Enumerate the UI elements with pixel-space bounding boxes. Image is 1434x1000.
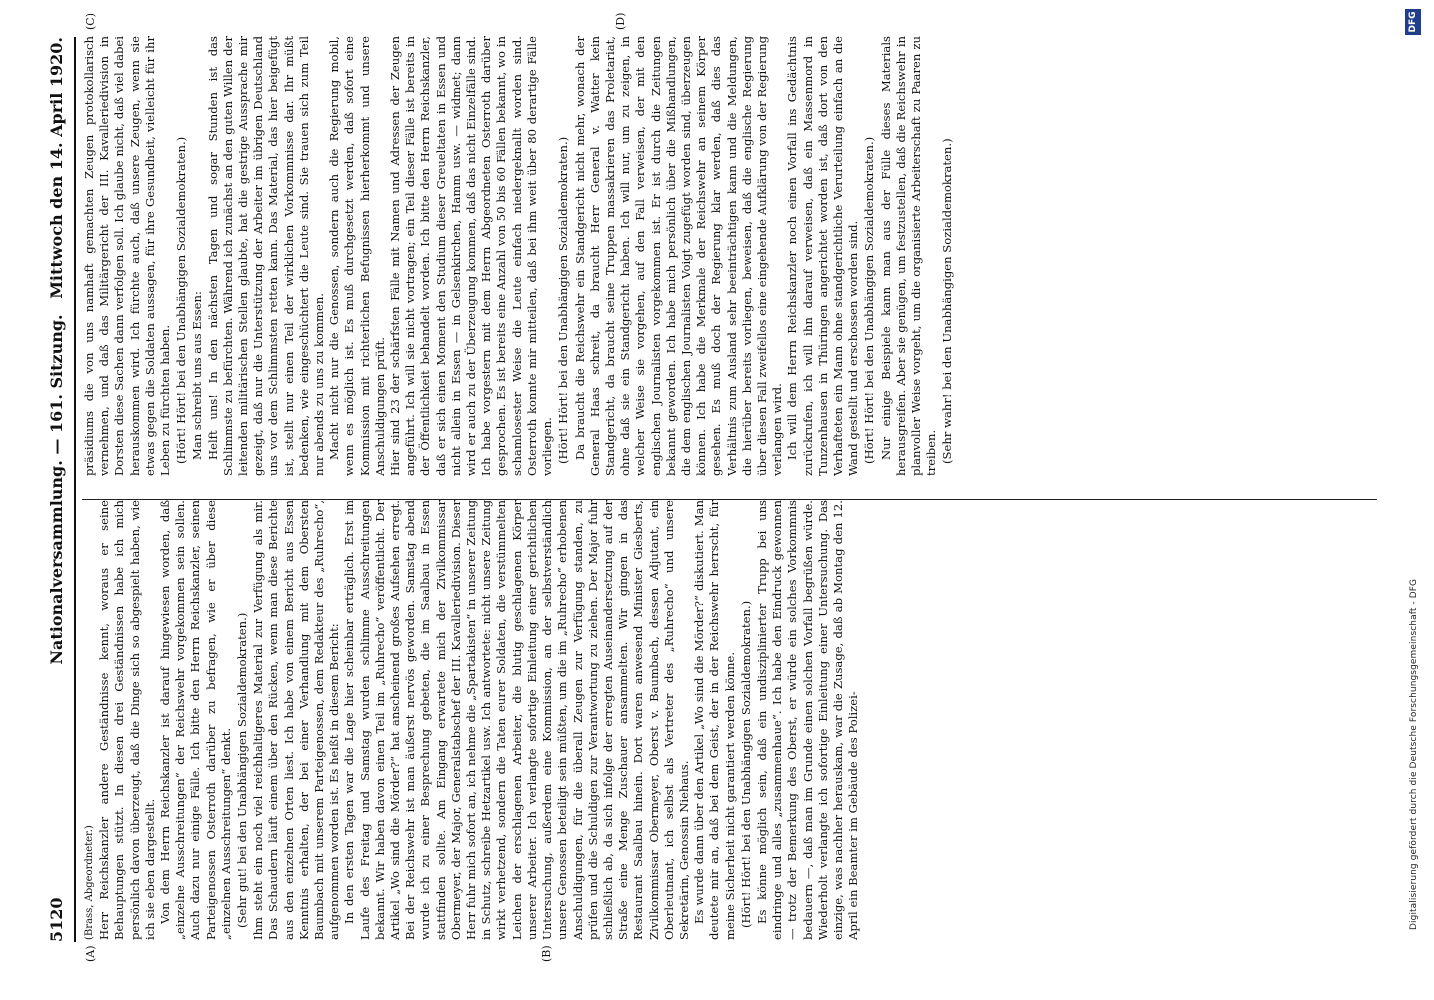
margin-marker-c: (C) bbox=[84, 13, 97, 30]
page-number: 5120 bbox=[47, 897, 66, 942]
column-divider bbox=[82, 499, 1377, 500]
interjection: (Hört! Hört! bei den Unabhängigen Sozialdemokraten.) bbox=[862, 136, 877, 464]
paragraph: Ihm steht ein noch viel reichhaltigeres Material zur Verfügung als mir. Das Schaudern läuft einem über den Rücken, wenn man diese Berichte aus den einzelnen Orten liest. Ich habe von einem Bericht aus Essen Kenntnis erhalten, der bei einer Verhandlung mit dem Obersten Baumbach mit unserem Parteigenossen, dem Redakteur des „Ruhrecho“, aufgenommen worden ist. Es heißt in diesem Bericht: bbox=[251, 500, 342, 940]
page-header bbox=[45, 37, 71, 942]
margin-marker-a: (A) bbox=[84, 945, 97, 962]
paragraph: Von dem Herrn Reichskanzler ist darauf hingewiesen worden, daß „einzelne Ausschreitungen“ der Reichswehr vorgekommen sein sollen. Auch dazu nur einige Fälle. Ich bitte den Herrn Reichskanzler, seinen Parteigenossen Osterroth darüber zu befragen, wie er über diese „einzelnen Ausschreitungen“ denkt. bbox=[158, 500, 233, 940]
margin-marker-b: (B) bbox=[540, 945, 553, 962]
paragraph: Es wurde dann über den Artikel „Wo sind die Mörder?“ diskutiert. Man deutete mir an, daß bei dem Geist, der in der Reichswehr herrscht, für meine Sicherheit nicht garantiert werden könne. bbox=[692, 500, 737, 940]
quoted-report: In den ersten Tagen war die Lage hier scheinbar erträglich. Erst im Laufe des Freitag und Samstag wurden schlimme Ausschreitungen bekannt. Wir haben davon einen Teil im „Ruhrecho“ veröffentlicht. Der Artikel „Wo sind die Mörder?“ hat anscheinend großes Aufsehen erregt. Bei der Reichswehr ist man äußerst nervös geworden. Samstag abend wurde ich zu einer Besprechung gebeten, die im Saalbau in Essen stattfinden sollte. Am Eingang erwartete mich der Zivilkommissar Obermeyer, der Major, Generalstabschef der III. Kavalleriedivision. Dieser Herr fuhr mich sofort an, ich nehme die „Spartakisten“ in unserer Zeitung in Schutz, schreibe Hetzartikel usw. Ich antwortete: nicht unsere Zeitung wirkt verhetzend, sondern die Taten eurer Soldaten, die verstümmelten Leichen der erschlagenen Arbeiter, die blutig geschlagenen Körper unserer Arbeiter. Ich verlangte sofortige Einleitung einer gerichtlichen Untersuchung, außerdem eine Kommission, an der selbstverständlich unsere Genossen beteiligt sein müßten, um die im „Ruhrecho“ erhobenen Anschuldigungen, für die überall Zeugen zur Verfügung standen, zu prüfen und die Schuldigen zur Verantwortung zu ziehen. Der Major fuhr schließlich ab, da sich infolge der erregten Auseinandersetzung auf der Straße eine Menge Zuschauer ansammelten. Wir gingen in das Restaurant Saalbau hinein. Dort waren anwesend Minister Giesberts, Zivilkommissar Obermeyer, Oberst v. Baumbach, dessen Adjutant, ein Oberleutnant, ich selbst als Vertreter des „Ruhrecho“ und unsere Sekretärin, Genossin Niehaus. bbox=[342, 500, 691, 940]
paragraph: präsidiums die von uns namhaft gemachten Zeugen protokollarisch vernehmen, und daß das Militärgericht der III. Kavalleriedivision in Dorsten diese Sachen dann verfolgen soll. Ich glaube nicht, daß viel dabei herauskommen wird. Ich fürchte auch, daß unsere Zeugen, wenn sie etwas gegen die Soldaten aussagen, für ihre Gesundheit, vielleicht für ihr Leben zu fürchten haben. bbox=[82, 36, 173, 476]
digitization-credit: Digitalisierung gefördert durch die Deutsche Forschungsgemeinschaft - DFG bbox=[1409, 578, 1419, 930]
interjection: (Hört! Hört! bei den Unabhängigen Sozialdemokraten.) bbox=[174, 136, 189, 464]
interjection: (Hört! Hört! bei den Unabhängigen Sozialdemokraten.) bbox=[738, 600, 753, 928]
paragraph: Nur einige Beispiele kann man aus der Fülle dieses Materials herausgreifen. Aber sie genügen, um festzustellen, daß die Reichswehr in planvoller Weise vorgeht, um die organisierte Arbeiterschaft zu Paaren zu treiben. bbox=[878, 36, 939, 476]
left-column bbox=[82, 500, 1382, 940]
paragraph: Macht nicht nur die Genossen, sondern auch die Regierung mobil, wenn es möglich ist. Es muß durchgesetzt werden, daß sofort eine Kommission mit richterlichen Befugnissen hierherkommt und unsere Anschuldigungen prüft. bbox=[327, 36, 387, 476]
paragraph: Man schreibt uns aus Essen: bbox=[190, 291, 205, 460]
speaker-label: (Brass, Abgeordneter.) bbox=[84, 825, 95, 940]
page-title: Nationalversammlung. — 161. Sitzung. bbox=[47, 314, 66, 665]
right-column bbox=[82, 36, 1382, 476]
margin-marker-d: (D) bbox=[614, 12, 627, 30]
paragraph: Herr Reichskanzler andere Geständnisse kennt, woraus er seine Behauptungen stützt. In diesen drei Geständnissen habe ich mich persönlich davon überzeugt, daß die Dinge sich so abgespielt haben, wie ich sie eben dargestellt. bbox=[97, 500, 157, 940]
dfg-logo: DFG bbox=[1405, 9, 1421, 35]
paragraph: Es könne möglich sein, daß ein undisziplinierter Trupp bei uns eindringe und alles „zusammenhaue“. Ich habe den Eindruck gewonnen — trotz der Bemerkung des Oberst, er würde ein solches Vorkommnis bedauern —, daß man im Grunde einen solchen Vorfall begrüßen würde. Wiederholt verlangte ich sofortige Einleitung einer Untersuchung. Das einzige, was nachher herauskam, war die Zusage, daß ab Montag den 12. April ein Beamter im Gebäude des Polizei- bbox=[754, 500, 861, 940]
interjection: (Sehr wahr! bei den Unabhängigen Sozialdemokraten.) bbox=[940, 138, 955, 464]
paragraph: Da braucht die Reichswehr ein Standgericht nicht mehr, wonach der General Haas schreit, da braucht Herr General v. Watter kein Standgericht, da braucht seine Truppen massakrieren das Proletariat, ohne daß sie ein Standgericht haben. Ich will nur, um zu zeigen, in welcher Weise sie vorgehen, auf den Fall verweisen, der mit den englischen Journalisten vorgekommen ist. Er ist durch die Zeitungen bekannt geworden. Ich habe mich persönlich über die Mißhandlungen, die dem englischen Journalisten Voigt zugefügt worden sind, überzeugen können. Ich habe die Merkmale der Reichswehr an seinem Körper gesehen. Es muß doch der Regierung klar werden, daß dies das Verhältnis zum Ausland sehr beeinträchtigen kann und die Meldungen, die hierüber bereits vorliegen, beweisen, daß die englische Regierung über diesen Fall zweifellos eine eingehende Aufklärung von der Regierung verlangen wird. bbox=[572, 36, 785, 476]
interjection: (Hört! Hört! bei den Unabhängigen Sozialdemokraten.) bbox=[556, 136, 571, 464]
header-rule bbox=[74, 37, 76, 942]
quoted-letter: Helft uns! In den nächsten Tagen und sogar Stunden ist das Schlimmste zu befürchten. Während ich zunächst an den guten Willen der leitenden militärischen Stellen glaubte, hat die gestrige Aussprache mir gezeigt, daß nur die Unterstützung der Arbeiter im übrigen Deutschland uns vor dem Schlimmsten retten kann. Das Material, das hier beigefügt ist, stellt nur einen Teil der wirklichen Vorkommnisse dar. Ihr müßt bedenken, wie eingeschüchtert die Leute sind. Sie trauen sich zum Teil nur abends zu uns zu kommen. bbox=[205, 36, 327, 476]
paragraph: Hier sind 23 der schärfsten Fälle mit Namen und Adressen der Zeugen angeführt. Ich will sie nicht vortragen; ein Teil dieser Fälle ist bereits in der Öffentlichkeit behandelt worden. Ich bitte den Herrn Reichskanzler, daß er sich einen Moment den Studium dieser Greueltaten in Essen und nicht allein in Essen — in Gelsenkirchen, Hamm usw. — widmet; dann wird er auch zu der Überzeugung kommen, daß das nicht Einzelfälle sind. Ich habe vorgestern mit dem Herrn Abgeordneten Osterroth darüber gesprochen. Es ist bereits eine Anzahl von 50 bis 60 Fällen bekannt, wo in schamlosester Weise die Leute einfach niedergeknallt worden sind. Osterroth konnte mir mitteilen, daß bei ihm weit über 80 derartige Fälle vorliegen. bbox=[388, 36, 555, 476]
paragraph: Ich will dem Herrn Reichskanzler noch einen Vorfall ins Gedächtnis zurückrufen, ich will ihn darauf verweisen, daß ein Massenmord in Tunzenhausen in Thüringen angerichtet worden ist, daß dort von den Verhafteten ein Mann ohne standgerichtliche Verurteilung einfach an die Wand gestellt und erschossen worden sind. bbox=[785, 36, 861, 476]
page-date: Mittwoch den 14. April 1920. bbox=[47, 37, 66, 299]
interjection: (Sehr gut! bei den Unabhängigen Sozialdemokraten.) bbox=[235, 612, 250, 928]
